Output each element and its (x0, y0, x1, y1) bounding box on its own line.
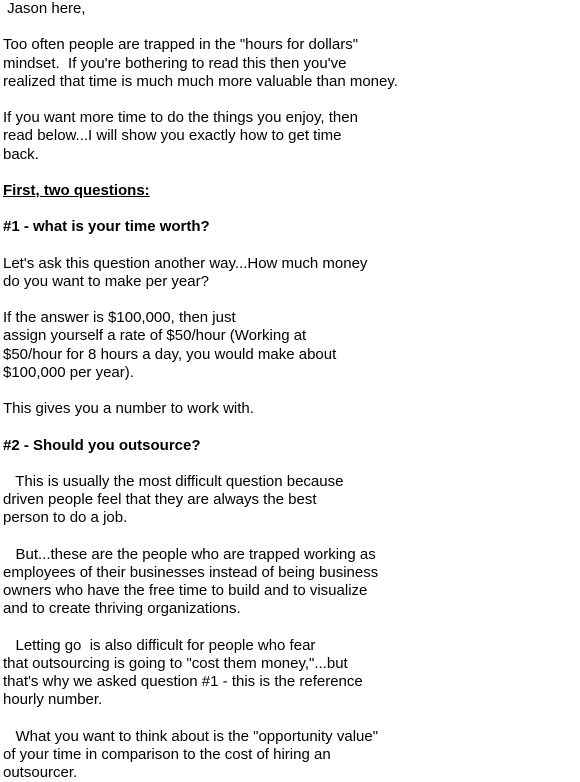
text-line: mindset. If you're bothering to read this then you've (3, 55, 573, 73)
spacer (3, 418, 573, 436)
text-line: But...these are the people who are trapped working as (3, 546, 573, 564)
trapped-paragraph (3, 546, 573, 619)
spacer (3, 527, 573, 545)
spacer (3, 91, 573, 109)
text-line: owners who have the free time to build and to visualize (3, 582, 573, 600)
section-heading-first-questions: First, two questions: (3, 182, 573, 200)
text-line: and to create thriving organizations. (3, 600, 573, 618)
text-line: that's why we asked question #1 - this is the reference (3, 673, 573, 691)
text-line: driven people feel that they are always the best (3, 491, 573, 509)
question-1-heading: #1 - what is your time worth? (3, 218, 573, 236)
text-line: assign yourself a rate of $50/hour (Working at (3, 327, 573, 345)
question-2-heading: #2 - Should you outsource? (3, 437, 573, 455)
text-line: outsourcer. (3, 764, 573, 782)
spacer (3, 291, 573, 309)
text-line: This is usually the most difficult question because (3, 473, 573, 491)
number-paragraph: This gives you a number to work with. (3, 400, 573, 418)
spacer (3, 164, 573, 182)
text-line: Too often people are trapped in the "hours for dollars" (3, 36, 573, 54)
text-line: employees of their businesses instead of being business (3, 564, 573, 582)
text-line: person to do a job. (3, 509, 573, 527)
text-line: If the answer is $100,000, then just (3, 309, 573, 327)
text-line: that outsourcing is going to "cost them money,"...but (3, 655, 573, 673)
text-line: What you want to think about is the "opportunity value" (3, 728, 573, 746)
money-question-paragraph (3, 255, 573, 291)
spacer (3, 455, 573, 473)
spacer (3, 618, 573, 636)
text-line: hourly number. (3, 691, 573, 709)
spacer (3, 18, 573, 36)
text-line: $50/hour for 8 hours a day, you would make about (3, 346, 573, 364)
hourly-rate-paragraph (3, 309, 573, 382)
text-line: read below...I will show you exactly how to get time (3, 127, 573, 145)
spacer (3, 200, 573, 218)
spacer (3, 709, 573, 727)
spacer (3, 236, 573, 254)
text-line: Letting go is also difficult for people who fear (3, 637, 573, 655)
greeting: Jason here, (3, 0, 573, 18)
letter-body (3, 0, 573, 782)
text-line: If you want more time to do the things you enjoy, then (3, 109, 573, 127)
text-line: of your time in comparison to the cost of hiring an (3, 746, 573, 764)
intro-paragraph (3, 36, 573, 91)
spacer (3, 382, 573, 400)
more-time-paragraph (3, 109, 573, 164)
text-line: back. (3, 146, 573, 164)
text-line: $100,000 per year). (3, 364, 573, 382)
text-line: do you want to make per year? (3, 273, 573, 291)
letting-go-paragraph (3, 637, 573, 710)
difficult-question-paragraph (3, 473, 573, 528)
text-line: Let's ask this question another way...How much money (3, 255, 573, 273)
text-line: realized that time is much much more valuable than money. (3, 73, 573, 91)
